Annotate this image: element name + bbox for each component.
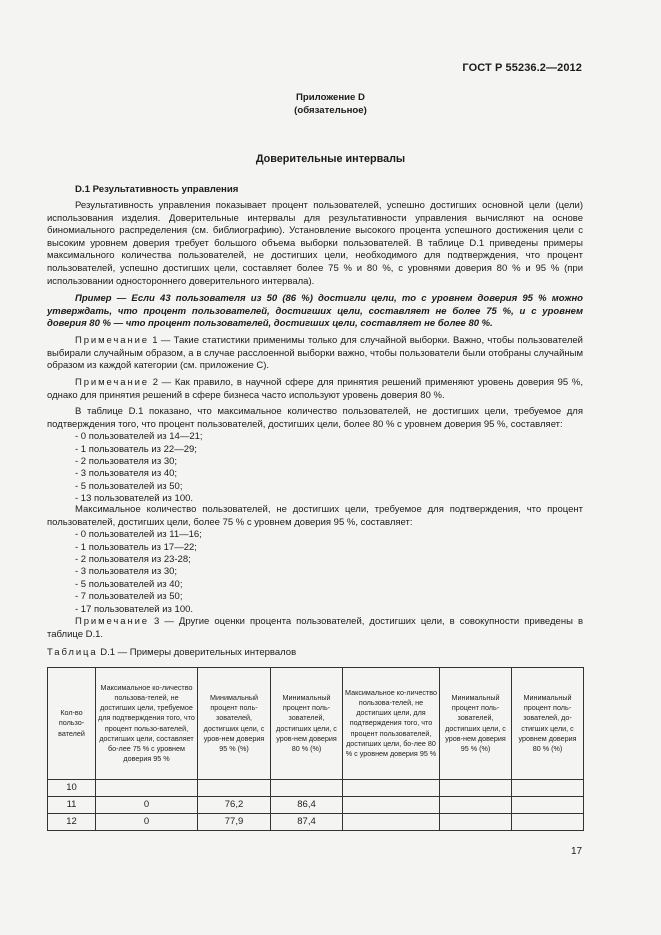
table-caption-label: Таблица [47, 647, 98, 658]
list-75-percent [47, 504, 583, 616]
section-title: D.1 Результативность управления [75, 184, 239, 195]
note-label: Примечание [75, 335, 149, 346]
table-cell [343, 797, 440, 814]
table-cell: 0 [96, 797, 198, 814]
list-item: - 2 пользователя из 23-28; [75, 554, 191, 565]
table-cell: 12 [48, 814, 96, 831]
table-header-cell: Максимальное ко-личество пользова-телей, не достигших цели, требуемое для подтверждения того, что процент пользо-вателей, достигших цели, составляет бо-лее 75 % с уровнем доверия 95 % [96, 668, 198, 780]
table-cell: 87,4 [271, 814, 343, 831]
table-caption-text: D.1 — Примеры доверительных интервалов [97, 647, 297, 658]
list-item: - 3 пользователя из 40; [75, 468, 178, 480]
table-header-cell: Кол-во пользо-вателей [48, 668, 96, 780]
confidence-intervals-table [47, 667, 584, 831]
chapter-title: Доверительные интервалы [255, 153, 406, 165]
table-cell [96, 780, 198, 797]
appendix-subtitle: (обязательное) [294, 105, 367, 116]
list-item: - 3 пользователя из 30; [75, 566, 178, 578]
table-header-cell: Минимальный процент поль-зователей, достигших цели, с уров-нем доверия 95 % (%) [440, 668, 512, 780]
note-text: 2 — Как правило, в научной сфере для принятия решений применяют уровень доверия 95 %, однако для принятия решений в сфере бизнеса часто используют уровень доверия 80 %. [47, 377, 583, 401]
table-cell [440, 780, 512, 797]
table-cell: 11 [48, 797, 96, 814]
appendix-title: Приложение D [296, 92, 365, 103]
list-item: - 17 пользователей из 100. [75, 603, 194, 615]
note-text: 3 — Другие оценки процента пользователей, достигших цели, в совокупности приведены в таблице D.1. [47, 616, 583, 640]
table-header-cell: Минимальный процент поль-зователей, достигших цели, с уров-нем доверия 95 % (%) [198, 668, 271, 780]
list-80-percent [47, 406, 583, 506]
table-cell [198, 780, 271, 797]
table-cell [512, 814, 584, 831]
standard-code: ГОСТ Р 55236.2—2012 [462, 62, 582, 74]
note-text: 1 — Такие статистики применимы только для случайной выборки. Важно, чтобы пользователей выбирали случайным образом, а в случае расслоенной выборки важно, чтобы пользователи были отобраны случайным образом из каждой категории (см. приложение С). [47, 335, 583, 372]
note-label: Примечание [75, 616, 149, 627]
table-cell [440, 814, 512, 831]
table-row [48, 814, 584, 831]
list-intro: В таблице D.1 показано, что максимальное количество пользователей, не достигших цели, требуемое для подтверждения того, что процент пользователей, достигших цели, более 80 % с уровнем доверия 95 %, составляет: [47, 406, 583, 430]
list-item: - 0 пользователей из 11—16; [75, 529, 202, 541]
list-item: - 1 пользователь из 22—29; [75, 443, 197, 455]
example-text: Пример — Если 43 пользователя из 50 (86 %) достигли цели, то с уровнем доверия 95 % можно утверждать, что процент пользователей, достигших цели, составляет не более 75 %, и с уровнем доверия 80 % — что процент пользователей, достигших цели, составляет не более 80 %. [47, 293, 583, 330]
table-header-cell: Минимальный процент поль-зователей, до-стигших цели, с уровнем доверия 80 % (%) [512, 668, 584, 780]
note-3 [47, 616, 583, 641]
table-cell [512, 797, 584, 814]
page-number: 17 [571, 846, 583, 857]
table-cell: 76,2 [198, 797, 271, 814]
note-2 [47, 377, 583, 402]
list-item: - 1 пользователь из 17—22; [75, 541, 197, 553]
list-intro: Максимальное количество пользователей, не достигших цели, требуемое для подтверждения, что процент пользователей, достигших цели, более 75 % с уровнем доверия 95 %, составляет: [47, 504, 583, 528]
table-row [48, 780, 584, 797]
table-header-cell: Максимальное ко-личество пользова-телей, не достигших цели, для подтверждения того, что процент пользователей, достигших цели, бо-лее 80 % с уровнем доверия 95 % [343, 668, 440, 780]
paragraph-text: Результативность управления показывает процент пользователей, успешно достигших основной цели (цели) использования изделия. Доверительные интервалы для результативности управления вычисляют на основе биномиального распределения (см. библиографию). Установление высокого процента успешного достижения цели с высоким уровнем доверия требует большого объема выборки пользователей. В таблице D.1 приведены примеры максимального количества пользователей, не достигших цели, необходимого для подтверждения, что процент пользователей, успешно достигших цели, составляет более 75 % и 80 %, с уровнями доверия 80 % и 95 % (при использовании одностороннего доверительного интервала). [47, 200, 583, 287]
table-cell [271, 780, 343, 797]
table-header-cell: Минимальный процент поль-зователей, достигших цели, с уров-нем доверия 80 % (%) [271, 668, 343, 780]
list-item: - 7 пользователей из 50; [75, 591, 183, 603]
table-row [48, 797, 584, 814]
list-item: - 5 пользователей из 50; [75, 480, 183, 492]
table-cell: 10 [48, 780, 96, 797]
appendix-heading [0, 91, 661, 117]
note-1 [47, 335, 583, 373]
list-item: - 0 пользователей из 14—21; [75, 431, 203, 443]
paragraph-intro [47, 200, 583, 288]
note-label: Примечание [75, 377, 149, 388]
table-cell: 77,9 [198, 814, 271, 831]
table-cell [343, 780, 440, 797]
example-paragraph [47, 293, 583, 331]
table-cell [512, 780, 584, 797]
list-item: - 13 пользователей из 100. [75, 493, 194, 505]
list-item: - 5 пользователей из 40; [75, 578, 183, 590]
table-header-row [48, 668, 584, 780]
table-cell [343, 814, 440, 831]
table-cell: 86,4 [271, 797, 343, 814]
list-item: - 2 пользователя из 30; [75, 456, 178, 467]
table-cell [440, 797, 512, 814]
table-cell: 0 [96, 814, 198, 831]
table-caption [47, 647, 296, 658]
